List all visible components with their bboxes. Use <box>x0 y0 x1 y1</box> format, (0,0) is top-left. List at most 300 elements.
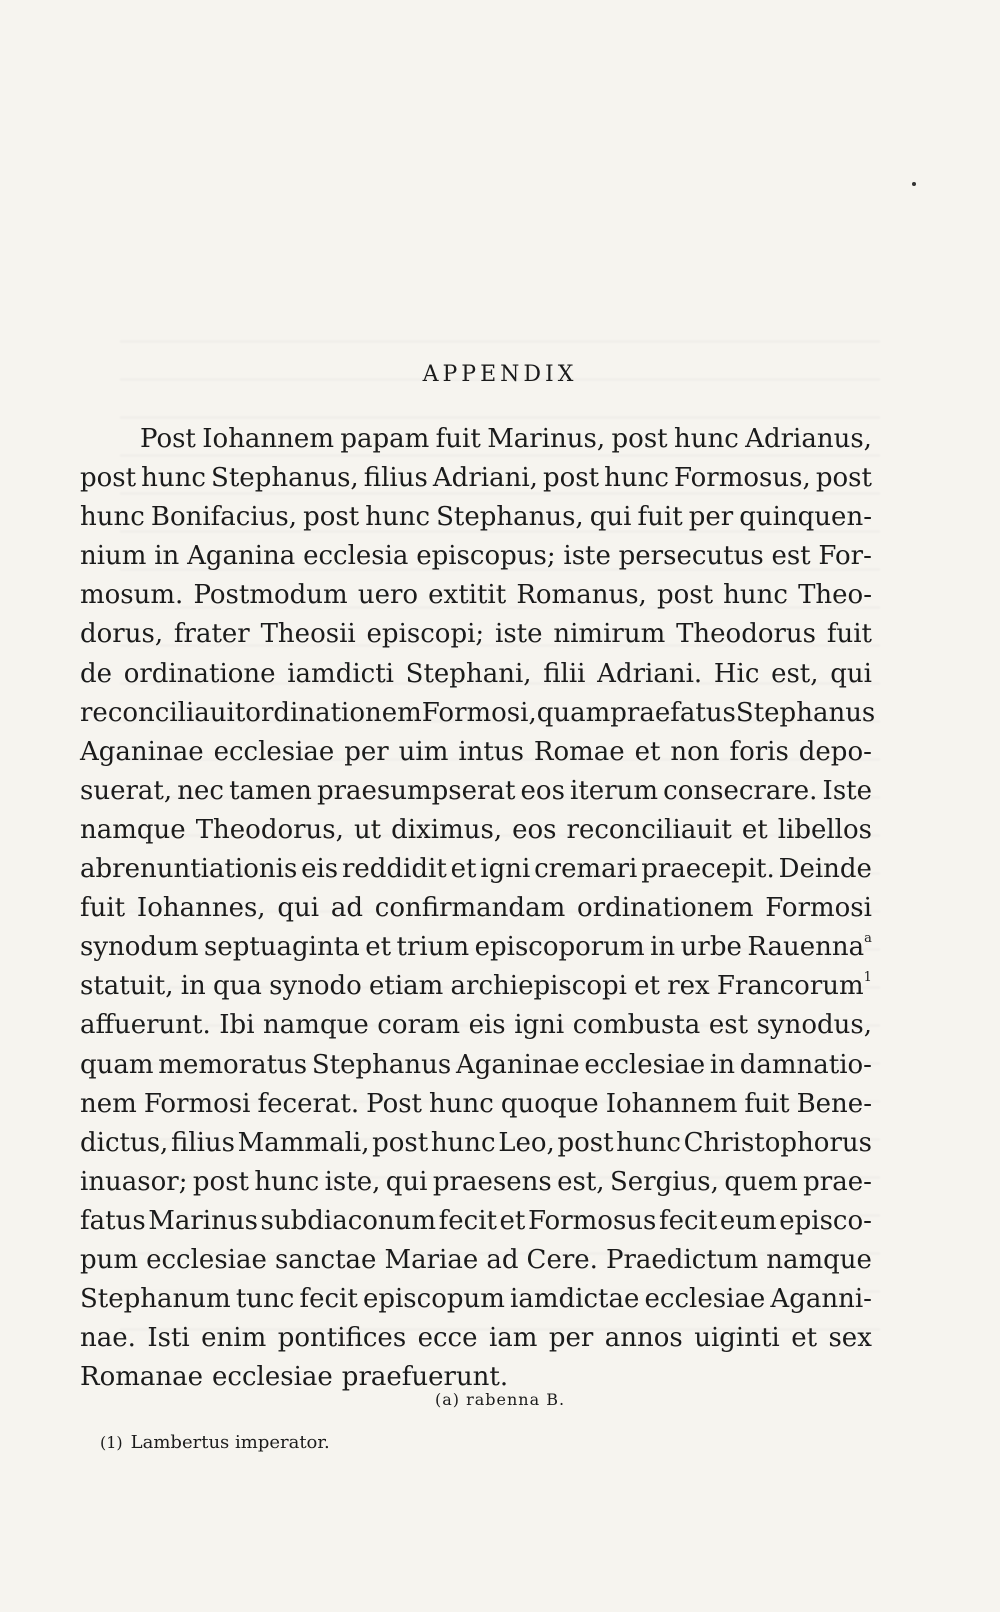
word-text: tamen <box>229 775 312 806</box>
word-text: namque <box>766 1244 872 1275</box>
word-text: namque <box>80 814 186 845</box>
word <box>501 1085 599 1124</box>
word-text: ecce <box>417 1323 478 1354</box>
word-text: memoratus <box>158 1049 308 1080</box>
word <box>331 889 363 928</box>
word-text: tunc <box>235 1284 295 1315</box>
word <box>369 967 443 1006</box>
word-text: annos <box>604 1323 683 1354</box>
word-text: ecclesiae <box>213 736 335 767</box>
word <box>674 420 739 459</box>
word <box>80 576 183 615</box>
word-text: persecutus <box>618 541 764 572</box>
word-text: per <box>344 736 389 767</box>
word-text: synodus, <box>756 1010 872 1041</box>
word <box>196 811 344 850</box>
word <box>181 967 206 1006</box>
word <box>557 1163 604 1202</box>
word-text: post <box>611 424 668 454</box>
word-text: praecepit. <box>641 854 775 885</box>
word <box>317 772 515 811</box>
word-text: Bene- <box>796 1088 872 1119</box>
word-text: confirmandam <box>374 893 566 924</box>
word <box>372 1124 428 1163</box>
word <box>770 1280 872 1319</box>
word <box>670 733 719 772</box>
word <box>606 1085 738 1124</box>
text-line <box>80 1006 872 1045</box>
text-line <box>80 537 872 576</box>
text-line <box>80 459 872 498</box>
word-text: post <box>656 580 714 611</box>
word <box>418 1319 478 1358</box>
word <box>676 615 816 654</box>
word-text: qui <box>830 658 872 689</box>
word <box>573 1006 701 1045</box>
word <box>590 498 632 537</box>
word-text: qui <box>277 893 320 924</box>
word-text: Formosi <box>143 1088 251 1119</box>
word <box>80 1280 231 1319</box>
word <box>80 928 198 967</box>
word-text: episco- <box>779 1205 872 1236</box>
word-text: in <box>709 1049 735 1080</box>
word <box>495 615 543 654</box>
word <box>325 1163 381 1202</box>
word-text: damnatio- <box>739 1049 872 1080</box>
word <box>80 1046 154 1085</box>
word-text: et <box>634 736 661 767</box>
word <box>385 1241 479 1280</box>
word-text: igni <box>480 854 531 885</box>
word <box>433 1163 552 1202</box>
word-text: post <box>815 463 872 494</box>
word-text: quoque <box>500 1088 599 1119</box>
word <box>80 733 204 772</box>
word <box>516 576 646 615</box>
word-text: Romae <box>533 736 625 767</box>
word-text: per <box>548 1323 594 1354</box>
word-text: in <box>180 971 206 1002</box>
word-text: praesens <box>432 1166 552 1197</box>
word-text: depo- <box>798 736 872 767</box>
word <box>201 1319 266 1358</box>
word <box>606 1241 758 1280</box>
word-text: quam <box>536 697 611 728</box>
word <box>287 655 394 694</box>
word <box>747 928 872 967</box>
word-text: qui <box>385 1166 428 1197</box>
word-text: enim <box>201 1323 267 1354</box>
word <box>422 694 537 733</box>
text-line <box>80 811 872 850</box>
word <box>367 615 485 654</box>
word-text: iste <box>563 541 611 572</box>
word-text: ecclesiae <box>212 1362 333 1393</box>
word <box>146 1241 267 1280</box>
word-text: episcoporum <box>474 932 645 963</box>
word <box>827 615 872 654</box>
word-text: hunc <box>604 463 669 494</box>
word <box>80 1202 146 1241</box>
word <box>299 1280 357 1319</box>
word-text: fecerat. <box>257 1088 360 1119</box>
word <box>816 459 872 498</box>
word-text: Postmodum <box>193 580 348 611</box>
word <box>799 733 872 772</box>
word-text: episcopus; <box>416 541 556 572</box>
word-text: ecclesiae <box>644 1284 766 1315</box>
text-line <box>80 1241 872 1280</box>
word-text: filii <box>543 658 586 689</box>
word <box>428 576 506 615</box>
word-text: Iohannes, <box>136 893 266 924</box>
word-text: ut <box>353 814 382 845</box>
word-text: etiam <box>369 971 444 1002</box>
text-line <box>80 1085 872 1124</box>
word-text: Sergius, <box>609 1166 719 1197</box>
word <box>439 1202 497 1241</box>
word-text: synodum <box>80 932 199 963</box>
word-text: foris <box>729 736 789 767</box>
word <box>229 772 312 811</box>
word <box>431 1124 496 1163</box>
footnote-marker: a <box>864 931 872 947</box>
word <box>458 733 524 772</box>
word <box>80 655 112 694</box>
word-text: Ibi <box>219 1010 255 1041</box>
word-text: Formosus <box>527 1205 657 1236</box>
word-text: Iohannem <box>202 424 334 454</box>
word <box>584 1046 705 1085</box>
footnote-number: (1) <box>100 1433 123 1452</box>
word-text: de <box>80 658 113 689</box>
word <box>771 537 810 576</box>
word <box>681 928 742 967</box>
page-heading: APPENDIX <box>422 362 578 387</box>
word-text: abrenuntiationis <box>80 854 298 885</box>
word-text: Romanae <box>80 1362 204 1393</box>
word <box>765 889 872 928</box>
word <box>663 772 817 811</box>
word <box>717 967 872 1006</box>
footnote <box>100 1432 330 1453</box>
word-text: Post <box>140 424 196 454</box>
word <box>303 537 408 576</box>
word-text: coram <box>377 1010 461 1041</box>
word <box>612 420 668 459</box>
word <box>720 1202 777 1241</box>
text-line <box>80 1280 872 1319</box>
word-text: filius <box>363 463 428 494</box>
word-text: reconciliauit <box>80 697 246 728</box>
word-text: sex <box>828 1323 872 1354</box>
word <box>714 655 760 694</box>
body-paragraph <box>80 420 876 1397</box>
word <box>202 420 334 459</box>
word <box>151 498 297 537</box>
word <box>745 420 872 459</box>
word-text: quam <box>80 1049 154 1080</box>
word-text: iam <box>488 1323 538 1354</box>
word <box>365 498 430 537</box>
word-text: Stephanus <box>311 1049 452 1080</box>
word <box>528 1202 656 1241</box>
word <box>475 928 645 967</box>
word-text: libellos <box>777 814 872 845</box>
ink-speck <box>912 182 916 186</box>
word-text: ordinationem <box>577 893 754 924</box>
word-text: est <box>771 541 811 572</box>
word <box>557 1124 613 1163</box>
text-line <box>80 498 872 537</box>
word <box>433 459 538 498</box>
word-text: fecit <box>299 1284 358 1315</box>
word <box>830 655 872 694</box>
word <box>80 967 174 1006</box>
word <box>567 811 732 850</box>
word-text: Stephanus, <box>436 502 584 533</box>
word-text: per <box>688 502 734 533</box>
word <box>80 889 125 928</box>
word <box>766 1241 872 1280</box>
word-text: et <box>499 1205 526 1236</box>
word-text: fuit <box>435 424 481 454</box>
word <box>828 1319 871 1358</box>
word <box>80 1124 168 1163</box>
word <box>818 537 872 576</box>
word <box>736 694 875 733</box>
word-text: et <box>741 814 768 845</box>
word-text: Marinus <box>148 1205 258 1236</box>
word-text: archiepiscopi <box>450 971 627 1002</box>
footnote-text: Lambertus imperator. <box>130 1432 330 1453</box>
variant-note: (a) rabenna B. <box>434 1390 566 1409</box>
word-text: et <box>791 1323 818 1354</box>
word-text: intus <box>458 736 524 767</box>
word <box>436 498 584 537</box>
word <box>340 420 429 459</box>
word-text: hunc <box>723 580 788 611</box>
word <box>798 576 872 615</box>
word-text: Stephani, <box>405 658 532 689</box>
word <box>744 1085 789 1124</box>
word <box>254 1163 319 1202</box>
word <box>510 1280 639 1319</box>
word-text: inuasor; <box>80 1166 188 1197</box>
word <box>261 615 356 654</box>
word-text: praefatus <box>610 697 736 728</box>
word <box>553 615 665 654</box>
word <box>219 1006 254 1045</box>
word-text: eum <box>719 1205 777 1236</box>
word-text: rex <box>667 971 710 1002</box>
word-text: ad <box>330 893 364 924</box>
word-text: uim <box>398 736 449 767</box>
word <box>258 1085 360 1124</box>
word-text: nae. <box>80 1323 136 1354</box>
text-line <box>80 1319 872 1358</box>
word <box>80 850 297 889</box>
word-text: sanctae <box>274 1244 377 1275</box>
word <box>147 1319 189 1358</box>
word-text: reconciliauit <box>566 814 732 845</box>
word-text: filius <box>170 1127 236 1158</box>
word <box>610 1163 719 1202</box>
word-text: Aganinae <box>80 736 204 767</box>
text-line <box>80 889 872 928</box>
word <box>80 498 145 537</box>
word-text: fecit <box>438 1205 497 1236</box>
word-text: Adriani, <box>432 463 538 494</box>
word-text: eos <box>520 775 565 806</box>
word-text: Francorum <box>716 971 864 1002</box>
word <box>480 850 530 889</box>
word <box>667 967 709 1006</box>
word <box>174 615 250 654</box>
word <box>729 733 788 772</box>
word <box>144 1085 251 1124</box>
word <box>512 811 556 850</box>
word-text: Theo- <box>798 580 872 611</box>
word <box>342 850 447 889</box>
word-text: Romanus, <box>516 580 647 611</box>
word <box>154 537 179 576</box>
word <box>543 459 599 498</box>
word-text: et <box>450 854 477 885</box>
word <box>275 1241 377 1280</box>
word <box>823 772 872 811</box>
word-text: praesumpserat <box>316 775 516 806</box>
word <box>616 1124 681 1163</box>
word-text: dictus, <box>80 1127 169 1158</box>
word-text: igni <box>514 1010 565 1041</box>
word <box>171 1124 235 1163</box>
word-text: hunc <box>429 1088 494 1119</box>
word <box>80 1163 188 1202</box>
word-text: For- <box>818 541 872 572</box>
word-text: non <box>670 736 720 767</box>
word <box>80 1006 211 1045</box>
word <box>451 850 477 889</box>
word <box>549 1319 593 1358</box>
word <box>278 1319 406 1358</box>
word-text: ecclesiae <box>584 1049 706 1080</box>
word-text: reddidit <box>341 854 447 885</box>
word-text: Formosi <box>765 893 872 924</box>
word <box>797 1085 872 1124</box>
word <box>80 694 245 733</box>
text-line <box>80 772 872 811</box>
word-text: Leo, <box>498 1127 555 1158</box>
word-text: iste, <box>324 1166 381 1197</box>
word-text: Theosii <box>260 619 356 650</box>
word <box>597 655 702 694</box>
word-text: extitit <box>428 580 507 611</box>
word-text: et <box>634 971 660 1002</box>
word-text: Theodorus <box>676 619 817 650</box>
word <box>137 889 266 928</box>
word <box>451 967 627 1006</box>
word <box>724 1163 797 1202</box>
word-text: Formosus, <box>674 463 811 494</box>
text-line <box>80 733 872 772</box>
word-text: ordinatione <box>123 658 276 689</box>
word <box>80 459 136 498</box>
word-text: nem <box>80 1088 137 1119</box>
word <box>140 420 196 459</box>
word-text: dorus, <box>80 619 164 650</box>
word <box>521 772 565 811</box>
word <box>80 772 172 811</box>
word <box>80 1319 136 1358</box>
word-text: qui <box>589 502 632 533</box>
word <box>187 537 295 576</box>
word-text: est, <box>557 1166 605 1197</box>
word <box>263 1006 369 1045</box>
word-text: post <box>557 1127 614 1158</box>
word <box>803 1163 872 1202</box>
word-text: post <box>80 463 137 494</box>
word-text: suerat, <box>80 775 173 806</box>
word <box>363 1280 505 1319</box>
word-text: est <box>708 1010 749 1041</box>
word <box>674 459 811 498</box>
word <box>354 811 381 850</box>
text-line <box>80 694 876 733</box>
word <box>277 889 319 928</box>
word-text: Isti <box>147 1323 190 1354</box>
word <box>261 1202 437 1241</box>
word <box>158 1046 307 1085</box>
word <box>245 694 422 733</box>
word-text: cremari <box>534 854 638 885</box>
word <box>709 1006 748 1045</box>
word-text: quinquen- <box>739 502 872 533</box>
word <box>634 967 660 1006</box>
word-text: post <box>303 502 360 533</box>
word-text: subdiaconum <box>260 1205 437 1236</box>
word <box>543 655 585 694</box>
word-text: Stephanum <box>80 1284 231 1315</box>
word <box>406 655 532 694</box>
word-text: Aganina <box>187 541 296 572</box>
word <box>486 1241 518 1280</box>
word-text: in <box>154 541 180 572</box>
word <box>193 1163 249 1202</box>
word <box>659 1202 717 1241</box>
word <box>739 498 872 537</box>
word <box>148 1202 258 1241</box>
word-text: ecclesiae <box>146 1244 267 1275</box>
word-text: Iste <box>822 775 872 806</box>
word <box>429 1085 494 1124</box>
text-line <box>80 850 872 889</box>
text-line <box>80 576 872 615</box>
word <box>619 537 764 576</box>
word-text: Adrianus, <box>745 424 872 454</box>
word <box>577 889 754 928</box>
word <box>791 1319 817 1358</box>
word <box>514 1006 564 1045</box>
word-text: eos <box>512 814 557 845</box>
word <box>641 850 775 889</box>
word <box>377 1006 460 1045</box>
word-text: Aganni- <box>770 1284 872 1315</box>
word <box>534 850 637 889</box>
word-text: quem <box>724 1166 798 1197</box>
word-text: Aganinae <box>456 1049 580 1080</box>
